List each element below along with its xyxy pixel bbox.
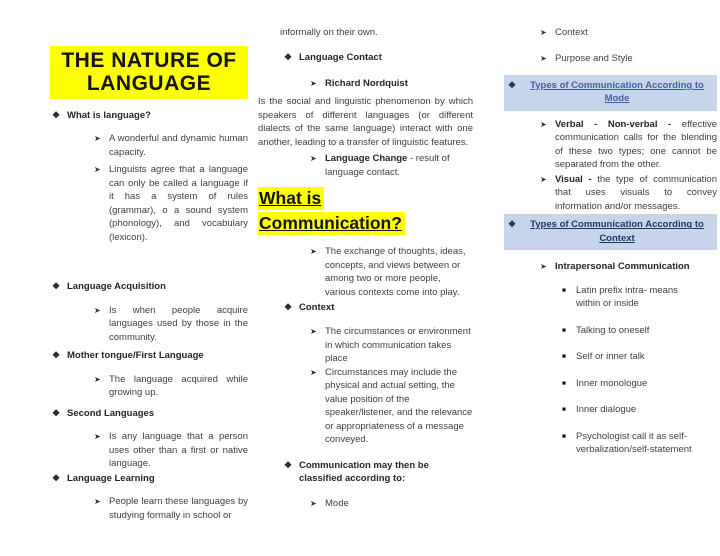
arrow-bullet-icon: ➤ — [310, 247, 317, 257]
sub-bullet-item-text: The exchange of thoughts, ideas, concepts, and views between or among two or more people, various contexts come into play. — [325, 246, 466, 298]
section-heading — [52, 280, 248, 293]
section-heading-text: Language Acquisition — [67, 281, 166, 293]
rest-text: - result of language contact. — [325, 153, 450, 178]
arrow-bullet-icon: ➤ — [540, 28, 547, 37]
sub-bullet-item — [94, 495, 248, 522]
section-heading-highlighted — [504, 214, 717, 250]
diamond-bullet-icon: ❖ — [52, 110, 61, 120]
sub-bullet-item — [94, 132, 248, 159]
highlighted-text: What is Communication? — [258, 187, 405, 235]
communication-title-text — [258, 187, 405, 235]
sub-bullet-item-text: The language acquired while growing up. — [109, 373, 248, 399]
section-heading-text: What is language? — [67, 110, 151, 121]
sub-bullet-item — [540, 173, 717, 213]
sub-bullet-item-text: People learn these languages by studying formally in school or — [109, 496, 248, 521]
sub-bullet-item-text: Context — [555, 27, 588, 38]
sub-bullet-item-text — [555, 173, 717, 213]
arrow-bullet-icon: ➤ — [540, 54, 547, 64]
square-bullet-icon: ■ — [562, 406, 566, 414]
arrow-bullet-icon: ➤ — [94, 165, 101, 175]
section-heading-text: Mother tongue/First Language — [67, 350, 204, 362]
section-heading-highlighted-text: Types of Communication According to Context — [530, 219, 704, 244]
arrow-bullet-icon: ➤ — [540, 119, 547, 129]
detail-bullet-item-text: Inner monologue — [576, 377, 648, 389]
diamond-bullet-icon: ❖ — [52, 407, 61, 418]
paragraph-text-text: Is the social and linguistic phenomenon by which speakers of different languages (or different dialects of the same language) interact with one another, leading to a transfer of linguistic features. — [258, 96, 473, 148]
section-heading — [284, 301, 473, 314]
sub-bullet-item — [94, 430, 248, 470]
section-heading-highlighted-text: Types of Communication According to Mode — [530, 79, 704, 105]
arrow-bullet-icon: ➤ — [94, 432, 101, 442]
column-right — [504, 26, 717, 470]
detail-bullet-item — [562, 324, 717, 337]
sub-bullet-item-text — [325, 152, 473, 179]
bold-lead-text: Verbal - Non-verbal - — [555, 118, 672, 130]
diamond-bullet-icon: ❖ — [52, 472, 61, 483]
diamond-bullet-icon: ❖ — [52, 350, 61, 361]
square-bullet-icon: ■ — [562, 379, 566, 387]
sub-bullet-item — [540, 118, 717, 172]
arrow-bullet-icon: ➤ — [540, 262, 547, 272]
sub-bullet-item-text: A wonderful and dynamic human capacity. — [109, 133, 248, 158]
communication-title — [258, 186, 433, 236]
section-heading-text: Language Learning — [67, 472, 155, 484]
section-heading — [52, 472, 248, 485]
rest-text: the type of communication that uses visuals to convey information and/or messages. — [555, 173, 717, 212]
sub-bullet-item — [310, 77, 473, 90]
bold-lead-text: Language Change — [325, 153, 408, 165]
arrow-bullet-icon: ➤ — [310, 78, 317, 88]
sub-bullet-item — [310, 325, 473, 365]
arrow-bullet-icon: ➤ — [310, 154, 317, 164]
arrow-bullet-icon: ➤ — [310, 367, 317, 377]
arrow-bullet-icon: ➤ — [94, 305, 101, 315]
section-heading — [284, 459, 473, 486]
sub-bullet-item — [94, 373, 248, 400]
square-bullet-icon: ■ — [562, 432, 566, 440]
arrow-bullet-icon: ➤ — [94, 134, 101, 144]
sub-bullet-item — [540, 260, 717, 273]
section-heading-text: Communication may then be classified according to: — [299, 459, 429, 485]
sub-bullet-item — [310, 497, 473, 510]
sub-bullet-item-text: Purpose and Style — [555, 53, 633, 65]
section-heading — [52, 407, 248, 420]
sub-bullet-item-text: Is when people acquire languages used by those in the community. — [109, 304, 248, 343]
detail-bullet-item-text: Talking to oneself — [576, 324, 650, 336]
sub-bullet-item-text: The circumstances or environment in which communication takes place — [325, 326, 471, 365]
diamond-bullet-icon: ❖ — [52, 281, 61, 292]
sub-bullet-item-text: Circumstances may include the physical and actual setting, the value position of the speaker/listener, and the relevance or appropriateness of a message conveyed. — [325, 366, 473, 446]
sub-bullet-item-text — [325, 77, 473, 90]
section-heading — [52, 109, 248, 122]
arrow-bullet-icon: ➤ — [94, 374, 101, 384]
sub-bullet-item-text: Is any language that a person uses other than a first or native language. — [109, 431, 248, 470]
sub-bullet-item — [540, 52, 717, 65]
continuation-text — [280, 26, 473, 39]
diamond-bullet-icon: ❖ — [284, 459, 293, 470]
rest-text: effective communication calls for the blending of these two types; one cannot be separated from the other. — [555, 118, 717, 171]
section-heading — [284, 51, 473, 64]
detail-bullet-item-text: Inner dialogue — [576, 404, 637, 416]
detail-bullet-item — [562, 430, 717, 457]
detail-bullet-item-text: Self or inner talk — [576, 351, 645, 363]
section-heading — [52, 349, 248, 362]
diamond-bullet-icon: ❖ — [508, 79, 517, 90]
detail-bullet-item-text: Latin prefix intra- means within or inside — [576, 284, 678, 310]
section-heading-highlighted — [504, 75, 717, 111]
diamond-bullet-icon: ❖ — [284, 52, 293, 63]
sub-bullet-item-text: Linguists agree that a language can only be called a language if it has a system of rules (grammar), o a sound system (phonology), and vocabulary (lexicon). — [109, 164, 248, 243]
square-bullet-icon: ■ — [562, 353, 566, 361]
sub-bullet-item — [94, 304, 248, 344]
detail-bullet-item-text: Psychologist call it as self-verbalization/self-statement — [576, 430, 692, 456]
arrow-bullet-icon: ➤ — [540, 174, 547, 184]
sub-bullet-item — [94, 163, 248, 244]
diamond-bullet-icon: ❖ — [284, 301, 293, 312]
bold-lead-text: Visual - — [555, 173, 592, 185]
square-bullet-icon: ■ — [562, 286, 566, 294]
section-heading-text: Context — [299, 301, 335, 313]
sub-bullet-item-text — [555, 260, 717, 273]
arrow-bullet-icon: ➤ — [310, 498, 317, 508]
sub-bullet-item-text: Mode — [325, 497, 349, 509]
bold-lead-text: Richard Nordquist — [325, 77, 408, 89]
detail-bullet-item — [562, 350, 717, 363]
sub-bullet-item-text — [555, 118, 717, 172]
column-middle — [258, 26, 473, 516]
sub-bullet-item — [310, 152, 473, 179]
sub-bullet-item — [540, 26, 717, 39]
sub-bullet-item — [310, 245, 473, 299]
square-bullet-icon: ■ — [562, 326, 566, 334]
detail-bullet-item — [562, 403, 717, 416]
document-title-text: THE NATURE OF LANGUAGE — [61, 49, 237, 95]
section-heading-text: Language Contact — [299, 52, 382, 64]
diamond-bullet-icon: ❖ — [508, 219, 517, 230]
detail-bullet-item — [562, 284, 717, 311]
arrow-bullet-icon: ➤ — [94, 497, 101, 507]
section-heading-text: Second Languages — [67, 407, 155, 419]
column-left — [50, 46, 248, 528]
sub-bullet-item — [310, 366, 473, 447]
arrow-bullet-icon: ➤ — [310, 327, 317, 337]
continuation-text-text: informally on their own. — [280, 27, 378, 38]
detail-bullet-item — [562, 377, 717, 390]
document-title — [50, 46, 248, 99]
paragraph-text — [258, 95, 473, 149]
bold-lead-text: Intrapersonal Communication — [555, 261, 690, 273]
